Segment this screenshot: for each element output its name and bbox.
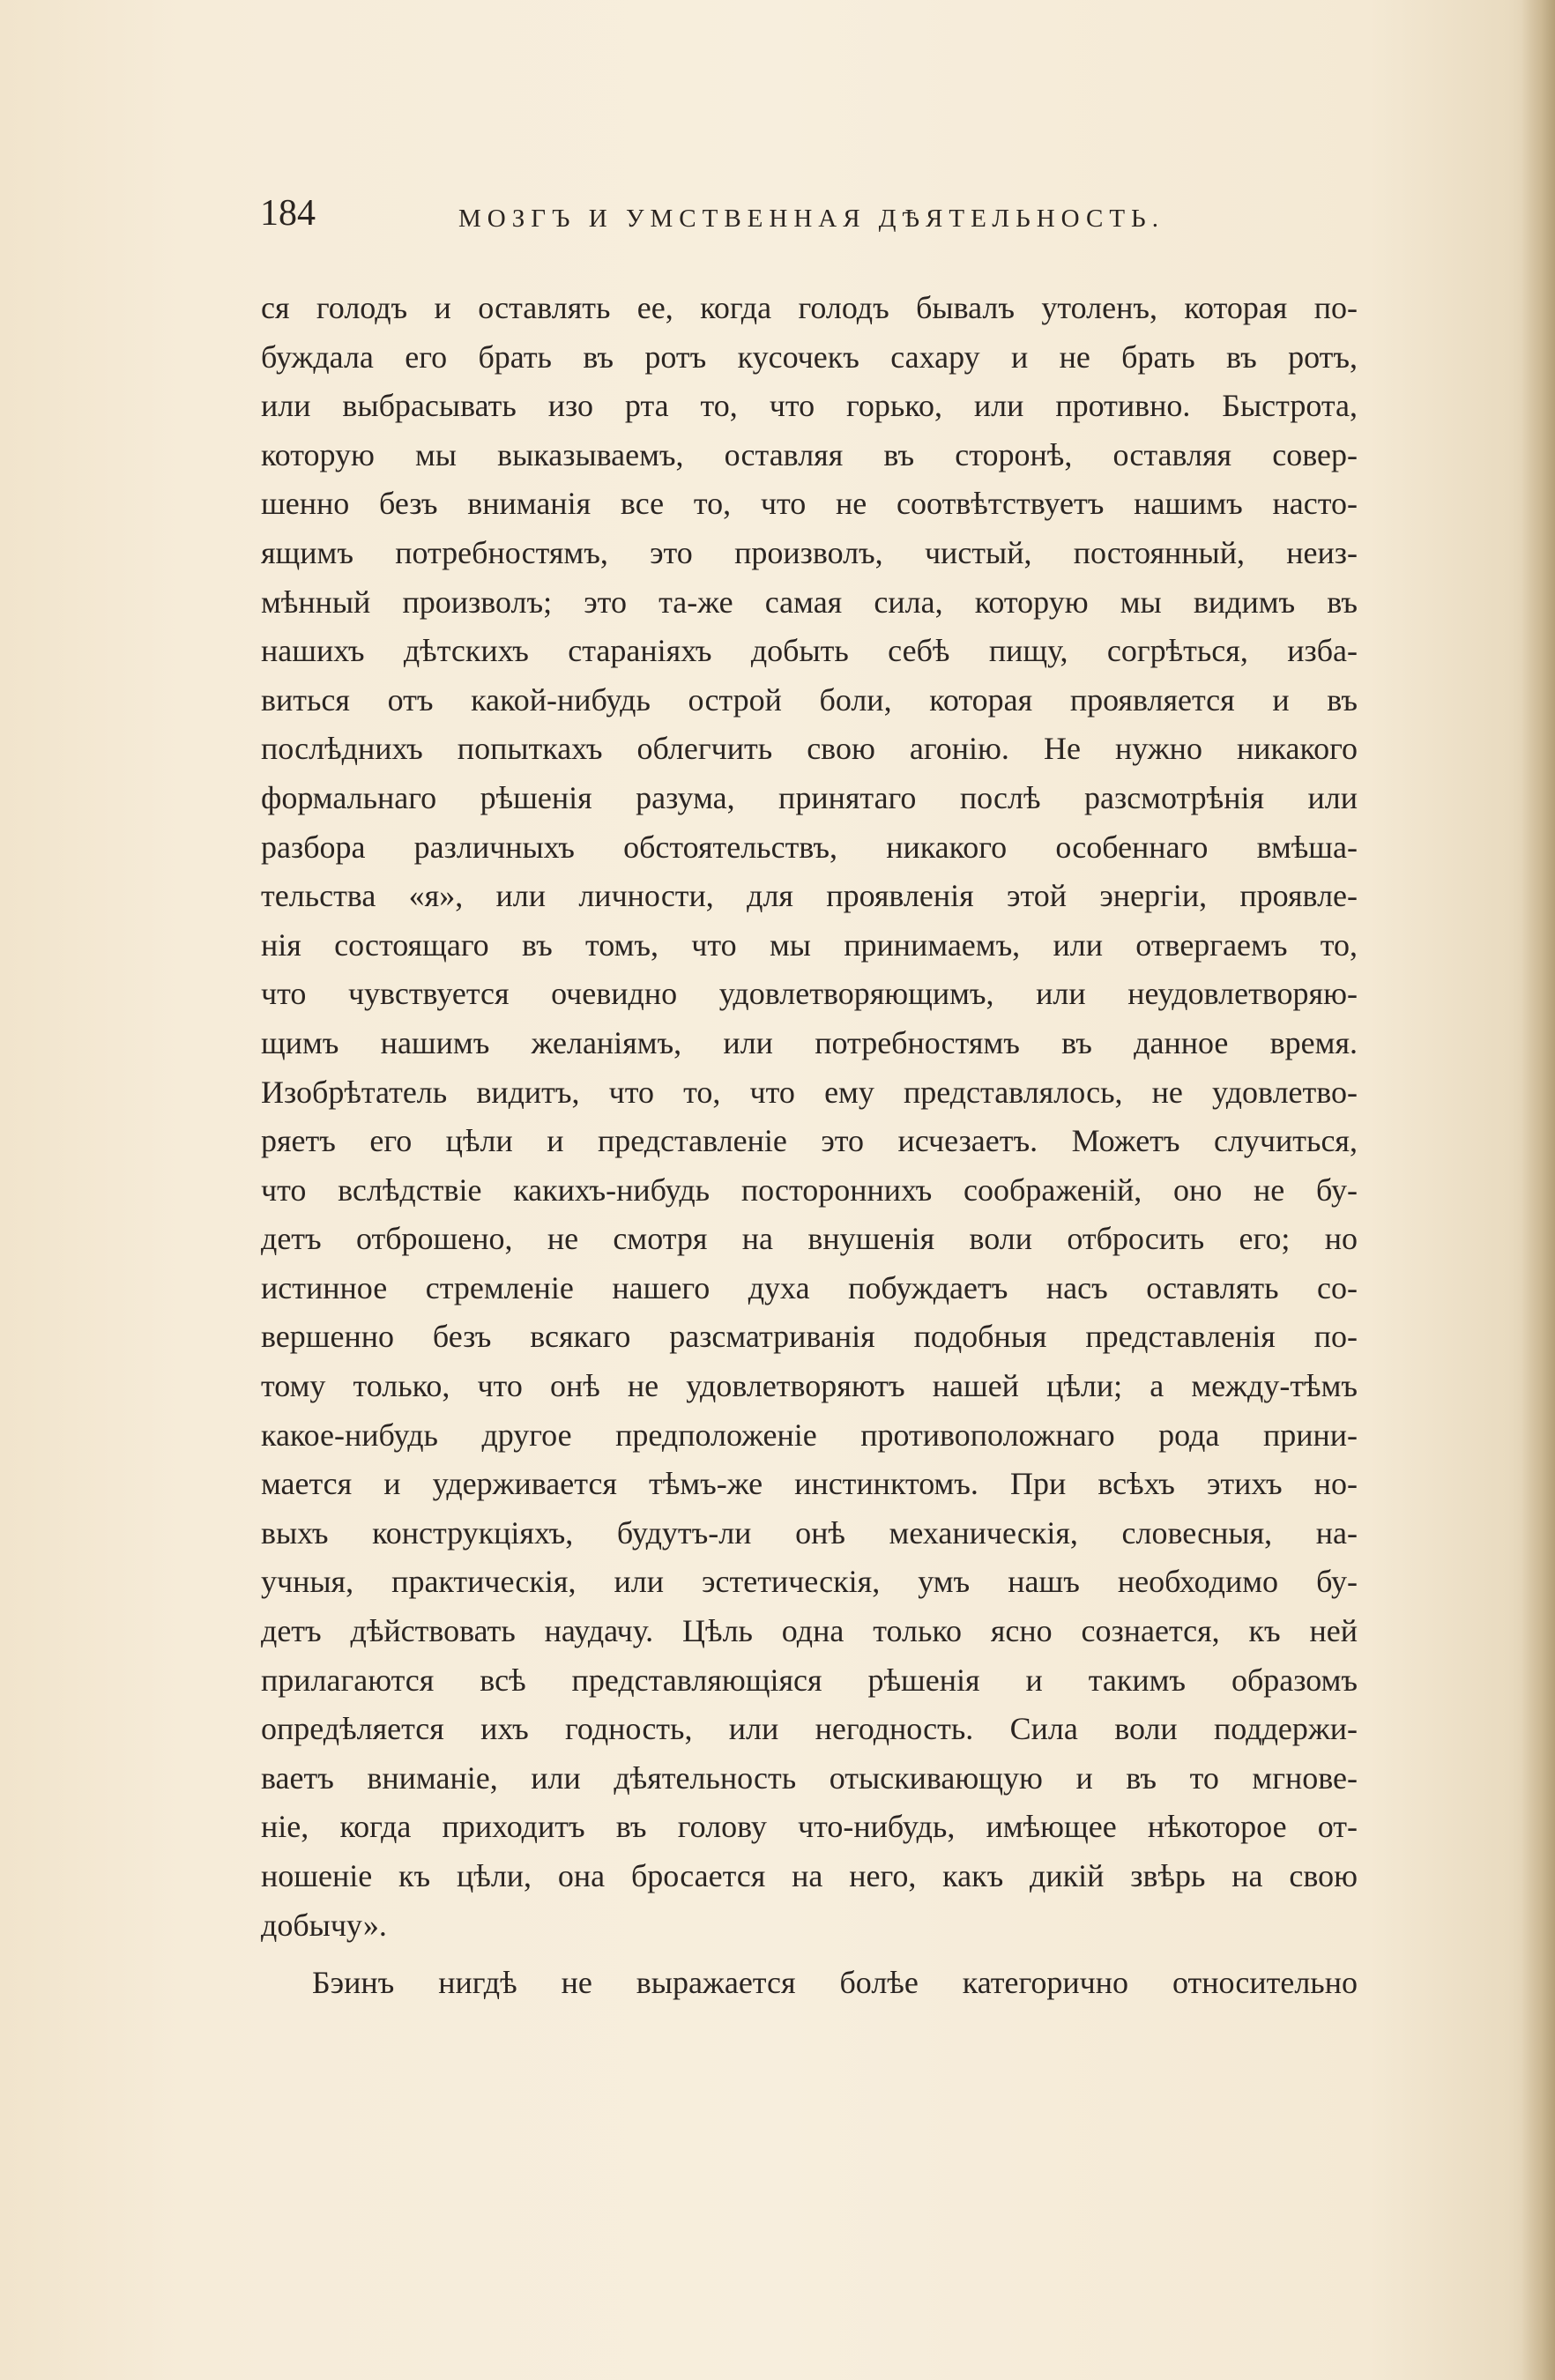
text-line: учныя, практическія, или эстетическія, умъ нашъ необходимо бу- xyxy=(261,1564,1358,1600)
page-header xyxy=(260,192,1194,245)
text-line: детъ дѣйствовать наудачу. Цѣль одна только ясно сознается, къ ней xyxy=(261,1613,1358,1649)
text-line: ряетъ его цѣли и представленіе это исчезаетъ. Можетъ случиться, xyxy=(261,1123,1358,1159)
text-line: прилагаются всѣ представляющіяся рѣшенія и такимъ образомъ xyxy=(261,1662,1358,1698)
text-line: щимъ нашимъ желаніямъ, или потребностямъ въ данное время. xyxy=(261,1024,1358,1060)
running-title: МОЗГЪ И УМСТВЕННАЯ ДѢЯТЕЛЬНОСТЬ. xyxy=(458,205,1164,233)
text-line: послѣднихъ попыткахъ облегчить свою агонію. Не нужно никакого xyxy=(261,731,1358,767)
text-line: которую мы выказываемъ, оставляя въ сторонѣ, оставляя совер- xyxy=(261,436,1358,472)
body-text xyxy=(261,284,1358,2008)
text-line: Бэинъ нигдѣ не выражается болѣе категорично относительно xyxy=(312,1965,1358,2001)
text-line: какое-нибудь другое предположеніе противоположнаго рода прини- xyxy=(261,1417,1358,1453)
text-line: что вслѣдствіе какихъ-нибудь постороннихъ соображеній, оно не бу- xyxy=(261,1171,1358,1208)
text-line: опредѣляется ихъ годность, или негодность. Сила воли поддержи- xyxy=(261,1711,1358,1747)
text-line: нашихъ дѣтскихъ стараніяхъ добыть себѣ пищу, согрѣться, избa- xyxy=(261,633,1358,669)
text-line: вершенно безъ всякаго разсматриванія подобныя представленія по- xyxy=(261,1319,1358,1355)
text-line: тому только, что онѣ не удовлетворяютъ нашей цѣли; а между-тѣмъ xyxy=(261,1368,1358,1404)
text-line: истинное стремленіе нашего духа побуждаетъ насъ оставлять со- xyxy=(261,1269,1358,1305)
text-line: шенно безъ вниманія все то, что не соотвѣтствуетъ нашимъ насто- xyxy=(261,486,1358,522)
text-line: буждала его брать въ ротъ кусочекъ сахару и не брать въ ротъ, xyxy=(261,338,1358,375)
text-line: тельства «я», или личности, для проявленія этой энергіи, проявле- xyxy=(261,878,1358,914)
text-line: виться отъ какой-нибудь острой боли, которая проявляется и въ xyxy=(261,681,1358,718)
text-line: ваетъ вниманіе, или дѣятельность отыскивающую и въ то мгнове- xyxy=(261,1759,1358,1796)
page-number: 184 xyxy=(260,193,316,234)
text-line: мается и удерживается тѣмъ-же инстинктомъ. При всѣхъ этихъ но- xyxy=(261,1466,1358,1502)
text-line: или выбрасывать изо рта то, что горько, или противно. Быстрота, xyxy=(261,388,1358,424)
text-line: формальнаго рѣшенія разума, принятаго послѣ разсмотрѣнія или xyxy=(261,779,1358,815)
text-line: ящимъ потребностямъ, это произволъ, чистый, постоянный, неиз- xyxy=(261,534,1358,570)
text-line: ся голодъ и оставлять ее, когда голодъ бывалъ утоленъ, которая по- xyxy=(261,290,1358,325)
text-line: детъ отброшено, не смотря на внушенія воли отбросить его; но xyxy=(261,1221,1358,1257)
text-line: нія состоящаго въ томъ, что мы принимаемъ, или отвергаемъ то, xyxy=(261,926,1358,963)
text-line: добычу». xyxy=(261,1907,387,1943)
paragraph-1 xyxy=(261,284,1358,1950)
text-line: мѣнный произволъ; это та-же самая сила, которую мы видимъ въ xyxy=(261,584,1358,620)
text-line: ніе, когда приходитъ въ голову что-нибудь, имѣющее нѣкоторое от- xyxy=(261,1809,1358,1845)
text-line: разбора различныхъ обстоятельствъ, никакого особеннаго вмѣша- xyxy=(261,829,1358,865)
text-line: что чувствуется очевидно удовлетворяющимъ, или неудовлетворяю- xyxy=(261,976,1358,1012)
text-line: ношеніе къ цѣли, она бросается на него, какъ дикій звѣрь на свою xyxy=(261,1858,1358,1893)
text-line: выхъ конструкціяхъ, будутъ-ли онѣ механическія, словесныя, на- xyxy=(261,1514,1358,1551)
page-edge-shadow xyxy=(1522,0,1555,2380)
paragraph-2 xyxy=(261,1959,1358,2008)
paragraph-gap xyxy=(261,1950,1358,1959)
text-line: Изобрѣтатель видитъ, что то, что ему представлялось, не удовлетво- xyxy=(261,1074,1358,1110)
